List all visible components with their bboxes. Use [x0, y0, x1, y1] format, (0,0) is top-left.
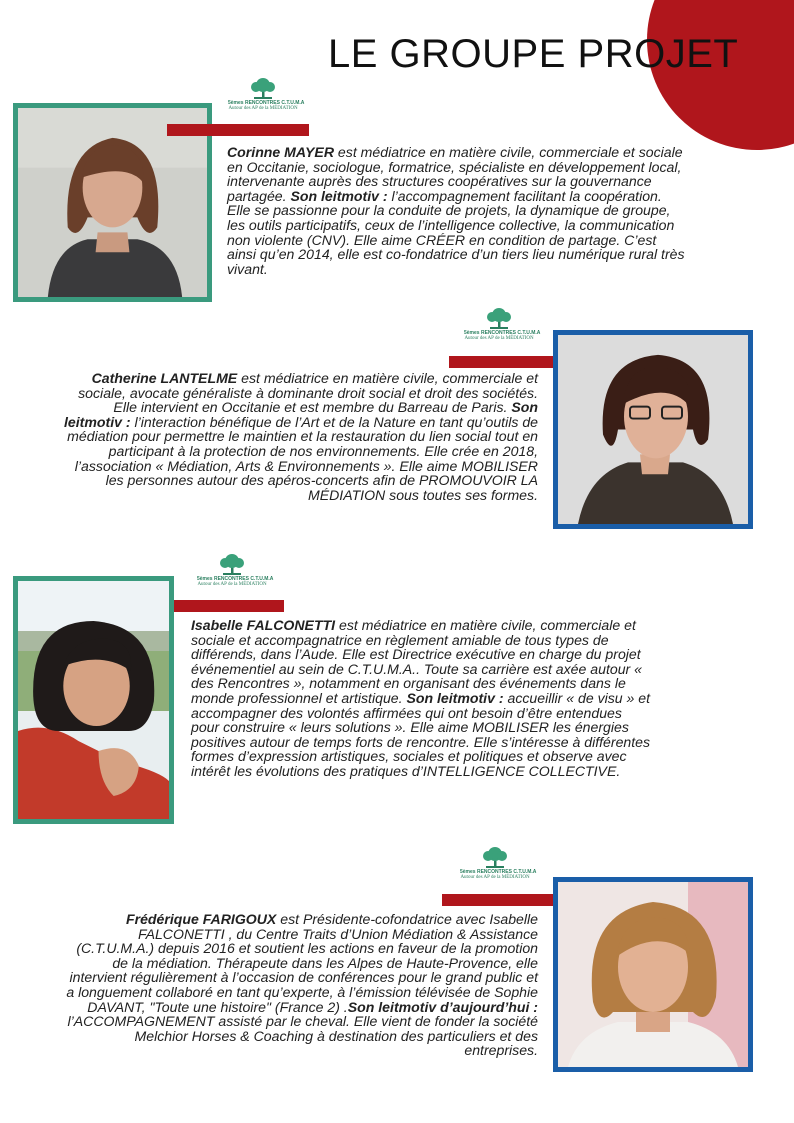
bio-isabelle-falconetti: Isabelle FALCONETTI est médiatrice en matière civile, commerciale et sociale et accompagnatrice en règlement amiable de tous types de différends, dans l’Aude. Elle est Directrice exécutive en charge du projet événementiel au sein de C.T.U.M.A.. Toute sa carrière est axée autour « des Rencontres », notamment en organisant des événements dans le monde professionnel et artistique. Son leitmotiv : accueillir « de visu » et accompagner des volontés affirmées qui ont besoin d’être entendues pour construire « leurs solutions ». Elle aime MOBILISER les énergies positives autour de temps forts de rencontre. Elle s’intéresse à différentes formes d’expression artistiques, sociales et politiques et observe avec intérêt les évolutions des pratiques d’INTELLIGENCE COLLECTIVE. — [191, 617, 651, 779]
red-bar — [167, 124, 309, 136]
tree-icon — [480, 845, 510, 869]
ctuma-logo: 5èmes RENCONTRES C.T.U.M.A Autour des AP de la MÉDIATION — [197, 552, 267, 594]
tree-icon — [484, 306, 514, 330]
photo-frederique-farigoux — [553, 877, 753, 1072]
ctuma-logo: 5èmes RENCONTRES C.T.U.M.A Autour des AP de la MÉDIATION — [460, 845, 530, 887]
bio-catherine-lantelme: Catherine LANTELME est médiatrice en matière civile, commerciale et sociale, avocate généraliste à dominante droit social et droit des sociétés. Elle intervient en Occitanie et est membre du Barreau de Paris. Son leitmotiv : l’interaction bénéfique de l’Art et de la Nature en tant qu’outils de médiation pour permettre le maintien et la restauration du lien social tout en participant à la protection de nos environnements. Elle crée en 2018, l’association « Médiation, Arts & Environnements ». Elle aime MOBILISER les personnes autour des apéros-concerts afin de PROMOUVOIR LA MÉDIATION sous toutes ses formes. — [64, 370, 538, 503]
bio-corinne-mayer: Corinne MAYER est médiatrice en matière civile, commerciale et sociale en Occitanie, sociologue, formatrice, spécialiste en développement local, intervenante auprès des structures coopératives sur la gouvernance partagée. Son leitmotiv : l’accompagnement facilitant la coopération. Elle se passionne pour la conduite de projets, la dynamique de groupe, les outils participatifs, ceux de l’intelligence collective, la communication non violente (CNV). Elle aime CRÉER en condition de partage. C’est ainsi qu’en 2014, elle est co-fondatrice d’un tiers lieu numérique rural très vivant. — [227, 144, 685, 277]
bio-frederique-farigoux: Frédérique FARIGOUX est Présidente-cofondatrice avec Isabelle FALCONETTI , du Centre Traits d’Union Médiation & Assistance (C.T.U.M.A.) depuis 2016 et soutient les actions en faveur de la promotion de la médiation. Thérapeute dans les Alpes de Haute-Provence, elle intervient régulièrement à l’occasion de conférences pour le grand public et a longuement collaboré en tant qu’experte, à l’émission télévisée de Sophie DAVANT, "Toute une histoire" (France 2) .Son leitmotiv d’aujourd’hui : l’ACCOMPAGNEMENT assisté par le cheval. Elle vient de fonder la société Melchior Horses & Coaching à destination des particuliers et des entreprises. — [66, 911, 538, 1059]
page-title: LE GROUPE PROJET — [328, 32, 739, 76]
tree-icon — [217, 552, 247, 576]
ctuma-logo: 5èmes RENCONTRES C.T.U.M.A Autour des AP de la MÉDIATION — [228, 76, 298, 118]
photo-isabelle-falconetti — [13, 576, 174, 824]
ctuma-logo: 5èmes RENCONTRES C.T.U.M.A Autour des AP de la MÉDIATION — [464, 306, 534, 348]
photo-catherine-lantelme — [553, 330, 753, 529]
tree-icon — [248, 76, 278, 100]
